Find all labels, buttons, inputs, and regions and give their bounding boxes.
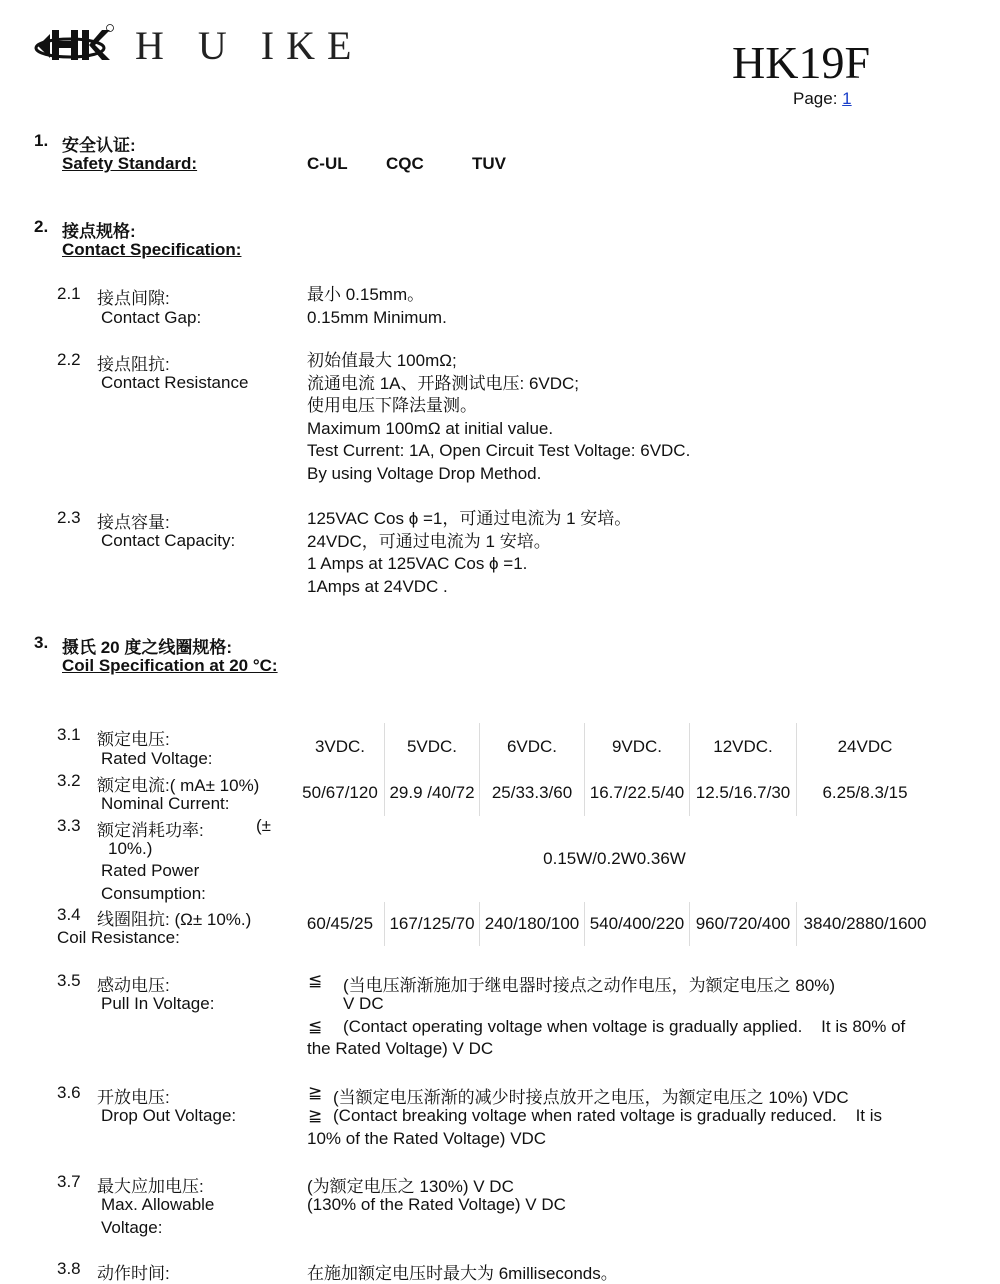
item-3-7-number: 3.7 [57, 1172, 81, 1191]
less-equal-icon: ≦ [308, 971, 323, 990]
item-2-2-label-cn: 接点阻抗: [97, 355, 170, 374]
item-2-2-label-en: Contact Resistance [101, 373, 249, 392]
item-3-5-number: 3.5 [57, 971, 81, 990]
item-3-2-label-cn: 额定电流:( mA± 10%) [97, 776, 260, 795]
section-1-title-en: Safety Standard: [62, 154, 198, 173]
table-cell: 960/720/400 [690, 902, 797, 946]
table-cell: 24VDC [797, 723, 934, 770]
table-cell: 240/180/100 [480, 902, 585, 946]
item-3-6-label-en: Drop Out Voltage: [101, 1106, 237, 1125]
section-1-number: 1. [34, 131, 49, 150]
value-line: 使用电压下降法量测。 [307, 396, 477, 415]
page-number-link[interactable]: 1 [842, 89, 852, 108]
maxv-line-1: (为额定电压之 130%) V DC [307, 1177, 514, 1196]
table-cell: 3VDC. [314, 736, 366, 756]
item-3-6-label-cn: 开放电压: [97, 1088, 170, 1107]
contact-gap-values [307, 284, 447, 329]
item-3-6-number: 3.6 [57, 1083, 81, 1102]
item-3-4-label-cn: 线圈阻抗: (Ω± 10%.) [97, 910, 252, 929]
brand-name: H U IKE [135, 23, 364, 68]
item-2-1-label-cn: 接点间隙: [97, 289, 170, 308]
item-3-3-label-en-b: Consumption: [101, 884, 206, 903]
dropout-line-2: (Contact breaking voltage when rated voltage is gradually reduced. It is [333, 1106, 883, 1125]
table-cell: 12VDC. [690, 723, 797, 770]
item-3-8-label-cn: 动作时间: [97, 1264, 170, 1283]
item-3-1-label-cn: 额定电压: [97, 730, 170, 749]
huike-logo-icon [32, 22, 114, 64]
value-line: 1Amps at 24VDC . [307, 576, 448, 596]
item-2-3-label-en: Contact Capacity: [101, 531, 236, 550]
item-3-7-label-en-b: Voltage: [101, 1218, 163, 1237]
item-2-2-number: 2.2 [57, 350, 81, 369]
item-2-1-number: 2.1 [57, 284, 81, 303]
page-indicator [793, 89, 852, 109]
section-3-number: 3. [34, 633, 49, 652]
table-row-rated-power [296, 816, 933, 902]
table-row-coil-resistance [296, 902, 933, 946]
maxv-line-2: (130% of the Rated Voltage) V DC [307, 1195, 566, 1214]
item-3-8-number: 3.8 [57, 1259, 81, 1278]
item-3-1-label-en: Rated Voltage: [101, 749, 213, 768]
section-2-title-cn: 接点规格: [62, 222, 136, 241]
table-cell: 50/67/120 [302, 783, 378, 802]
table-cell: 29.9 /40/72 [385, 770, 480, 816]
page-label: Page: [793, 89, 838, 108]
dropout-line-3: 10% of the Rated Voltage) VDC [307, 1129, 547, 1148]
item-2-3-number: 2.3 [57, 508, 81, 527]
item-3-3-label-cn: 额定消耗功率: [97, 821, 204, 840]
pullin-line-4: the Rated Voltage) V DC [307, 1039, 494, 1058]
item-3-4-label-en: Coil Resistance: [57, 928, 180, 947]
item-3-3-tolerance-b: 10%.) [108, 839, 153, 858]
item-3-3-number: 3.3 [57, 816, 81, 835]
contact-capacity-values [307, 508, 631, 598]
table-row-nominal-current [296, 770, 933, 816]
table-cell: 3840/2880/1600 [797, 902, 934, 946]
table-row-rated-voltage [296, 723, 933, 770]
section-2-number: 2. [34, 217, 49, 236]
pullin-line-1: (当电压渐渐施加于继电器时接点之动作电压，为额定电压之 80%) [343, 976, 836, 995]
value-line: 125VAC Cos ϕ =1，可通过电流为 1 安培。 [307, 509, 632, 528]
table-cell: 167/125/70 [385, 902, 480, 946]
section-1-title-cn: 安全认证: [62, 136, 136, 155]
table-cell: 25/33.3/60 [480, 770, 585, 816]
table-cell: 9VDC. [585, 723, 690, 770]
cert-tuv: TUV [472, 154, 506, 173]
greater-equal-icon: ≧ [308, 1083, 323, 1102]
model-number: HK19F [732, 37, 871, 88]
value-line: By using Voltage Drop Method. [307, 463, 542, 483]
item-2-1-label-en: Contact Gap: [101, 308, 202, 327]
section-3-title-en: Coil Specification at 20 °C: [62, 656, 278, 675]
section-2-title-en: Contact Specification: [62, 240, 242, 259]
item-2-3-label-cn: 接点容量: [97, 513, 170, 532]
value-line: 1 Amps at 125VAC Cos ϕ =1. [307, 554, 528, 573]
item-3-2-label-en: Nominal Current: [101, 794, 230, 813]
cert-cqc: CQC [386, 154, 424, 173]
table-cell: 540/400/220 [585, 902, 690, 946]
value-line: 初始值最大 100mΩ; [307, 351, 457, 370]
pullin-line-3: (Contact operating voltage when voltage is gradually applied. It is 80% of [343, 1017, 906, 1036]
contact-resistance-values [307, 350, 690, 485]
table-cell-power: 0.15W/0.2W0.36W [543, 849, 686, 868]
value-line: Maximum 100mΩ at initial value. [307, 418, 554, 438]
section-3-title-cn: 摄氏 20 度之线圈规格: [62, 638, 233, 657]
dropout-line-1: (当额定电压渐渐的减少时接点放开之电压，为额定电压之 10%) VDC [333, 1088, 849, 1107]
item-3-1-number: 3.1 [57, 725, 81, 744]
table-cell: 5VDC. [385, 723, 480, 770]
optime-value: 在施加额定电压时最大为 6milliseconds。 [307, 1264, 618, 1283]
less-equal-icon: ≦ [308, 1017, 323, 1036]
pullin-line-2: V DC [343, 994, 384, 1013]
item-3-3-tolerance-a: (± [256, 816, 271, 835]
table-cell: 60/45/25 [306, 914, 374, 933]
table-cell: 16.7/22.5/40 [585, 770, 690, 816]
item-3-7-label-en-a: Max. Allowable [101, 1195, 215, 1214]
item-3-2-number: 3.2 [57, 771, 81, 790]
value-line: 流通电流 1A、开路测试电压: 6VDC; [307, 373, 580, 393]
greater-equal-icon: ≧ [308, 1106, 323, 1125]
value-line: Test Current: 1A, Open Circuit Test Voltage: 6VDC. [307, 441, 691, 460]
item-3-3-label-en-a: Rated Power [101, 861, 200, 880]
item-3-5-label-en: Pull In Voltage: [101, 994, 215, 1013]
table-cell: 6.25/8.3/15 [797, 770, 934, 816]
coil-spec-table [296, 723, 933, 946]
cert-cul: C-UL [307, 154, 348, 173]
table-cell: 6VDC. [480, 723, 585, 770]
item-3-5-label-cn: 感动电压: [97, 976, 170, 995]
table-cell: 12.5/16.7/30 [690, 770, 797, 816]
item-3-4-number: 3.4 [57, 905, 81, 924]
item-3-7-label-cn: 最大应加电压: [97, 1177, 204, 1196]
value-line: 24VDC，可通过电流为 1 安培。 [307, 531, 551, 551]
value-line: 最小 0.15mm。 [307, 285, 425, 304]
value-line: 0.15mm Minimum. [307, 307, 447, 327]
